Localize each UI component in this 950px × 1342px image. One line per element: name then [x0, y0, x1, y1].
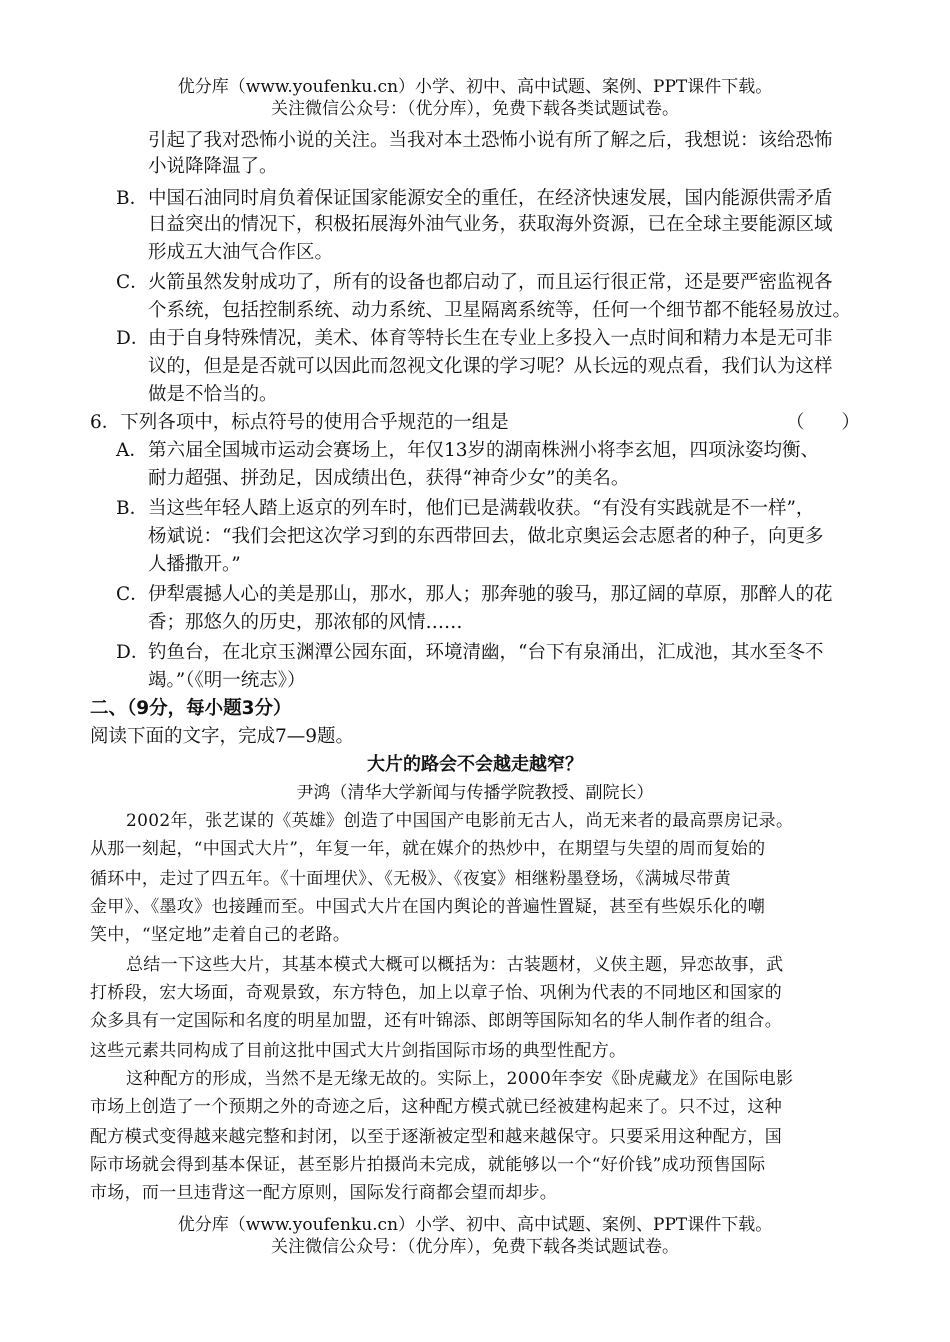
article-author: 尹鸿（清华大学新闻与传播学院教授、副院长） [296, 783, 654, 803]
article-line-10: 这种配方的形成，当然不是无缘无故的。实际上，2000年李安《卧虎藏龙》在国际电影 [126, 1069, 794, 1089]
article-line-13: 际市场就会得到基本保证，甚至影片拍摄尚未完成，就能够以一个“好价钱”成功预售国际 [90, 1155, 766, 1175]
q6-a-line-2: 耐力超强、拼劲足，因成绩出色，获得“神奇少女”的美名。 [148, 468, 630, 489]
article-line-12: 配方模式变得越来越完整和封闭，以至于逐渐被定型和越来越保守。只要采用这种配方，国 [90, 1127, 782, 1147]
article-line-5: 笑中，“坚定地”走着自己的老路。 [90, 925, 351, 945]
q6-c-line-2: 香；那悠久的历史，那浓郁的风情…… [148, 612, 463, 633]
section-2-instruction: 阅读下面的文字，完成7—9题。 [90, 726, 355, 747]
q6-stem: 6．下列各项中，标点符号的使用合乎规范的一组是 [90, 412, 509, 433]
q5-b-line-2: 日益突出的情况下，积极拓展海外油气业务，获取海外资源，已在全球主要能源区域 [148, 214, 833, 235]
q6-b-line-2: 杨斌说：“我们会把这次学习到的东西带回去，做北京奥运会志愿者的种子，向更多 [148, 526, 824, 547]
article-title: 大片的路会不会越走越窄？ [367, 754, 583, 775]
article-line-6: 总结一下这些大片，其基本模式大概可以概括为：古装题材，义侠主题，异恋故事，武 [126, 955, 784, 975]
q6-option-c-label: C． [116, 584, 149, 605]
article-line-11: 市场上创造了一个预期之外的奇迹之后，这种配方模式就已经被建构起来了。只不过，这种 [90, 1097, 782, 1117]
footer-line-1: 优分库（www.youfenku.cn）小学、初中、高中试题、案例、PPT课件下载。 [177, 1215, 773, 1235]
q5-b-line-3: 形成五大油气合作区。 [148, 242, 334, 263]
q6-option-b-label: B． [116, 498, 149, 519]
article-line-2: 从那一刻起，“中国式大片”，年复一年，就在媒介的热炒中，在期望与失望的周而复始的 [90, 839, 766, 859]
article-line-4: 金甲》、《墨攻》也接踵而至。中国式大片在国内舆论的普遍性置疑，甚至有些娱乐化的嘲 [90, 897, 765, 917]
q6-c-line-1: 伊犁震撼人心的美是那山，那水，那人；那奔驰的骏马，那辽阔的草原，那醉人的花 [148, 584, 833, 605]
q5-d-line-1: 由于自身特殊情况，美术、体育等特长生在专业上多投入一点时间和精力本是无可非 [148, 328, 833, 349]
article-line-8: 众多具有一定国际和名度的明星加盟，还有叶锦添、郎朗等国际知名的华人制作者的组合。 [90, 1011, 782, 1031]
q6-answer-paren: （ ） [786, 412, 861, 433]
footer-line-2: 关注微信公众号：（优分库），免费下载各类试题试卷。 [271, 1237, 679, 1257]
article-line-9: 这些元素共同构成了目前这批中国式大片剑指国际市场的典型性配方。 [90, 1041, 627, 1061]
q5-a-line-1: 引起了我对恐怖小说的关注。当我对本土恐怖小说有所了解之后，我想说：该给恐怖 [148, 130, 833, 151]
q5-c-line-2: 个系统，包括控制系统、动力系统、卫星隔离系统等，任何一个细节都不能轻易放过。 [148, 300, 852, 321]
q6-option-a-label: A． [116, 440, 148, 461]
q6-d-line-1: 钓鱼台，在北京玉渊潭公园东面，环境清幽，“台下有泉涌出，汇成池，其水至冬不 [148, 642, 824, 663]
q5-a-line-2: 小说降降温了。 [148, 156, 278, 177]
q5-d-line-2: 议的，但是是否就可以因此而忽视文化课的学习呢？从长远的观点看，我们认为这样 [148, 356, 833, 377]
q6-a-line-1: 第六届全国城市运动会赛场上，年仅13岁的湖南株洲小将李玄旭，四项泳姿均衡、 [148, 440, 820, 461]
article-line-7: 打桥段，宏大场面，奇观景致，东方特色，加上以章子怡、巩俐为代表的不同地区和国家的 [90, 983, 782, 1003]
q5-d-line-3: 做是不恰当的。 [148, 384, 278, 405]
q6-b-line-3: 人播撒开。” [148, 554, 241, 575]
header-line-1: 优分库（www.youfenku.cn）小学、初中、高中试题、案例、PPT课件下载。 [177, 77, 773, 97]
q6-option-d-label: D． [116, 642, 150, 663]
q5-option-c-label: C． [116, 272, 149, 293]
article-line-14: 市场，而一旦违背这一配方原则，国际发行商都会望而却步。 [90, 1183, 558, 1203]
section-2-heading: 二、（9分，每小题3分） [90, 698, 292, 719]
q5-b-line-1: 中国石油同时肩负着保证国家能源安全的重任，在经济快速发展，国内能源供需矛盾 [148, 188, 833, 209]
q6-b-line-1: 当这些年轻人踏上返京的列车时，他们已是满载收获。“有没有实践就是不一样”， [148, 498, 815, 519]
q5-c-line-1: 火箭虽然发射成功了，所有的设备也都启动了，而且运行很正常，还是要严密监视各 [148, 272, 833, 293]
q6-d-line-2: 竭。”（《明一统志》） [148, 670, 306, 691]
header-line-2: 关注微信公众号：（优分库），免费下载各类试题试卷。 [271, 99, 679, 119]
q5-option-d-label: D． [116, 328, 150, 349]
article-line-1: 2002年，张艺谋的《英雄》创造了中国国产电影前无古人，尚无来者的最高票房记录。 [126, 811, 794, 831]
article-line-3: 循环中，走过了四五年。《十面埋伏》、《无极》、《夜宴》相继粉墨登场，《满城尽带黄 [90, 869, 731, 889]
q5-option-b-label: B． [116, 188, 149, 209]
